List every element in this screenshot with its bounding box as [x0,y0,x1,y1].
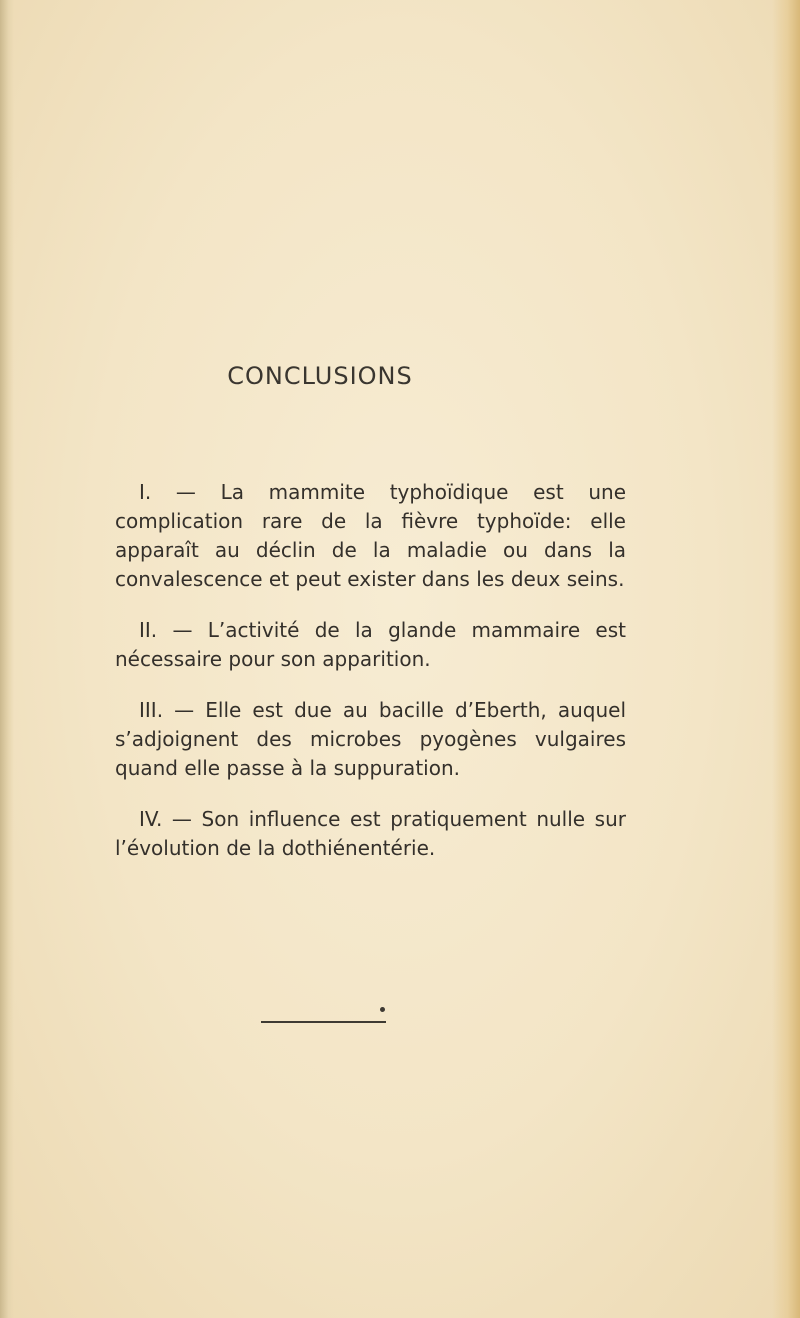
page-right-edge [772,0,800,1318]
page-title: CONCLUSIONS [227,362,413,390]
conclusion-2: II. — L’activité de la glande mammaire est nécessaire pour son apparition. [115,618,626,671]
end-rule [261,1021,386,1023]
conclusion-3: III. — Elle est due au bacille d’Eberth, auquel s’adjoignent des microbes pyogènes vulgaires quand elle passe à la suppuration. [115,698,626,780]
conclusions-list [115,478,626,885]
ink-dot [380,1007,385,1012]
conclusion-4: IV. — Son influence est pratiquement nulle sur l’évolution de la dothiénentérie. [115,807,626,860]
page-left-edge [0,0,14,1318]
conclusion-1: I. — La mammite typhoïdique est une complication rare de la fièvre typhoïde: elle apparaît au déclin de la maladie ou dans la convalescence et peut exister dans les deux seins. [115,480,626,591]
